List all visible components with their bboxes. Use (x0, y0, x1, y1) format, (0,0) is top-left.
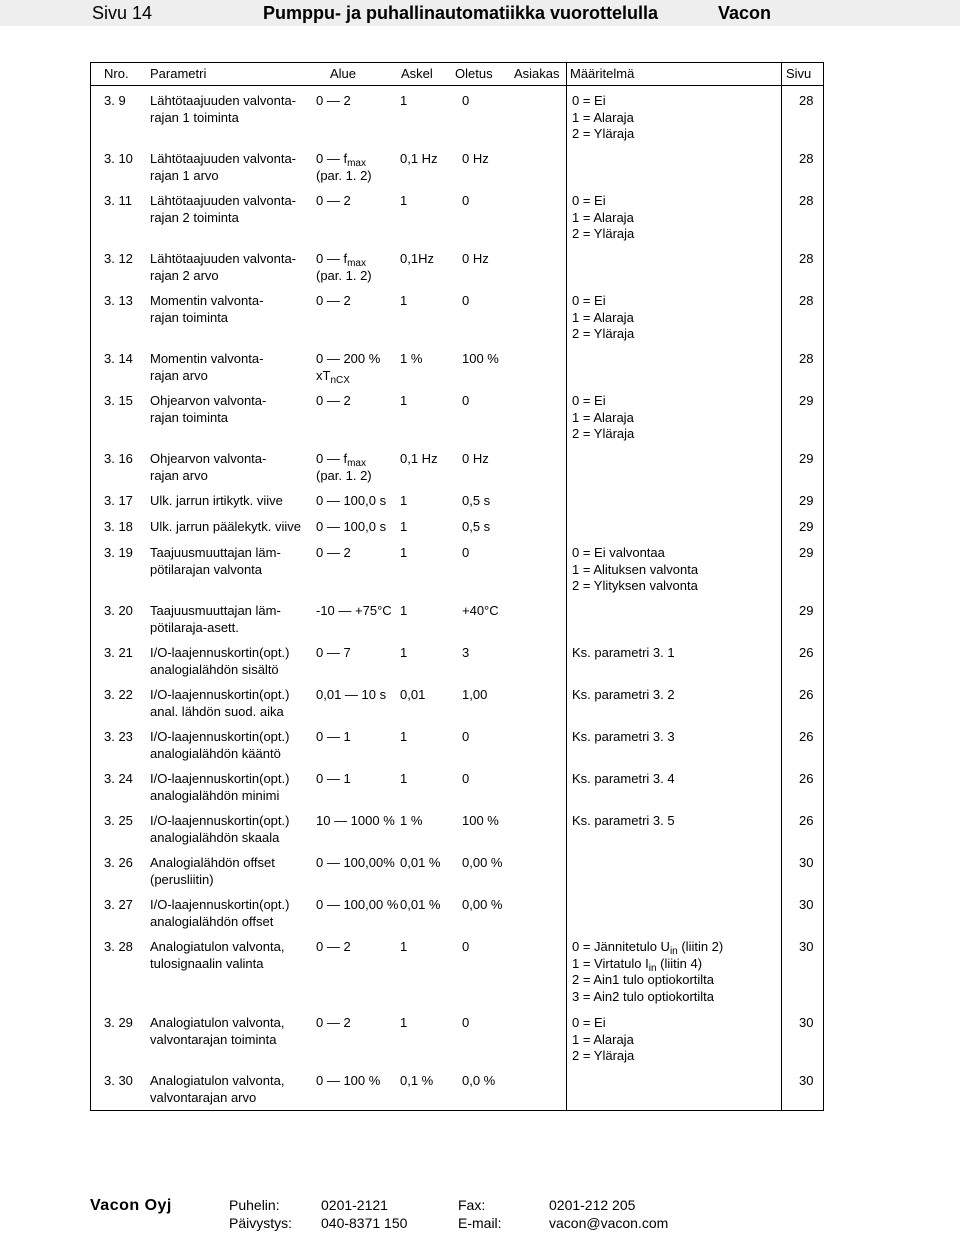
param-number: 3. 12 (104, 251, 133, 266)
param-number: 3. 15 (104, 393, 133, 408)
param-default: 1,00 (462, 687, 488, 702)
param-default: 0 (462, 1015, 470, 1030)
page-number: Sivu 14 (92, 3, 153, 23)
param-range: -10 — +75°C (316, 603, 392, 618)
param-page: 26 (799, 771, 814, 786)
param-name: Taajuusmuuttajan läm- (150, 603, 281, 618)
param-name-cont: anal. lähdön suod. aika (150, 703, 284, 719)
phone-label: Puhelin: (229, 1197, 280, 1213)
param-page: 30 (799, 1015, 814, 1030)
param-name-cont: rajan toiminta (150, 409, 229, 425)
param-name: Analogiatulon valvonta, (150, 1073, 285, 1088)
param-name: Ulk. jarrun irtikytk. viive (150, 493, 283, 508)
param-number: 3. 21 (104, 645, 133, 660)
param-name: I/O-laajennuskortin(opt.) (150, 771, 290, 786)
param-range: 0 — 100,0 s (316, 519, 387, 534)
param-definition: Ks. parametri 3. 1 (572, 645, 675, 660)
param-default: 100 % (462, 813, 499, 828)
duty-label: Päivystys: (229, 1215, 293, 1231)
param-default: 0 Hz (462, 451, 489, 466)
param-name: I/O-laajennuskortin(opt.) (150, 897, 290, 912)
param-default: 0 (462, 939, 470, 954)
param-number: 3. 19 (104, 545, 133, 560)
param-name: Momentin valvonta- (150, 293, 264, 308)
param-page: 30 (799, 897, 814, 912)
param-range-subscript: max (347, 158, 366, 169)
param-page: 30 (799, 855, 814, 870)
param-name-cont: analogialähdön skaala (150, 829, 280, 845)
param-step: 1 (400, 493, 408, 508)
param-definition: Ks. parametri 3. 5 (572, 813, 675, 828)
param-range: 0 — 2 (316, 1015, 351, 1030)
param-range (316, 451, 366, 468)
param-number: 3. 30 (104, 1073, 133, 1088)
param-range: 0 — 2 (316, 939, 351, 954)
param-number: 3. 22 (104, 687, 133, 702)
param-definition-suffix: (liitin 2) (677, 939, 724, 954)
param-page: 26 (799, 813, 814, 828)
param-name-cont: analogialähdön sisältö (150, 661, 279, 677)
param-page: 29 (799, 393, 814, 408)
param-page: 26 (799, 729, 814, 744)
param-range-subscript: max (347, 458, 366, 469)
param-range: 0 — 2 (316, 393, 351, 408)
param-number: 3. 11 (104, 193, 132, 208)
param-page: 28 (799, 193, 814, 208)
param-name-cont: analogialähdön offset (150, 913, 274, 929)
col-header-oletus: Oletus (455, 66, 493, 81)
param-name: Momentin valvonta- (150, 351, 264, 366)
param-range: 0 — 100 % (316, 1073, 381, 1088)
param-page: 29 (799, 519, 814, 534)
duty-number: 040-8371 150 (321, 1215, 408, 1231)
param-step: 0,01 (400, 687, 426, 702)
param-range: 0 — 1 (316, 729, 351, 744)
param-name: I/O-laajennuskortin(opt.) (150, 813, 290, 828)
param-name: Lähtötaajuuden valvonta- (150, 193, 297, 208)
param-definition: 2 = Ain1 tulo optiokortilta (572, 972, 715, 987)
param-name: I/O-laajennuskortin(opt.) (150, 729, 290, 744)
param-range-note: (par. 1. 2) (316, 267, 372, 283)
param-range: 0 — 100,00 % (316, 897, 399, 912)
param-number: 3. 26 (104, 855, 133, 870)
col-header-askel: Askel (401, 66, 433, 81)
param-definition (572, 939, 723, 956)
param-definition-suffix: (liitin 4) (656, 955, 703, 971)
col-header-nro: Nro. (104, 66, 129, 81)
param-range: 0 — 1 (316, 771, 351, 786)
param-step: 1 % (400, 351, 423, 366)
param-step: 1 % (400, 813, 423, 828)
param-number: 3. 27 (104, 897, 133, 912)
param-step: 1 (400, 545, 408, 560)
param-definition: 1 = Alaraja (572, 409, 634, 425)
param-definition: 0 = Ei (572, 293, 606, 308)
param-default: 0 (462, 729, 470, 744)
col-header-alue: Alue (330, 66, 357, 81)
param-definition: Ks. parametri 3. 3 (572, 729, 675, 744)
param-number: 3. 17 (104, 493, 133, 508)
param-definition: 1 = Alaraja (572, 309, 634, 325)
param-definition: 2 = Yläraja (572, 426, 635, 441)
param-name: Analogiatulon valvonta, (150, 939, 285, 954)
param-page: 26 (799, 687, 814, 702)
param-name: Ohjearvon valvonta- (150, 393, 267, 408)
param-number: 3. 16 (104, 451, 133, 466)
param-default: +40°C (462, 603, 499, 618)
param-name-cont: rajan arvo (150, 367, 208, 383)
param-definition: 2 = Yläraja (572, 226, 635, 241)
param-name-cont: rajan 1 arvo (150, 167, 219, 183)
param-name-cont: tulosignaalin valinta (150, 955, 264, 971)
param-definition: 1 = Alaraja (572, 109, 634, 125)
param-range-unit (316, 368, 350, 385)
param-range-note: (par. 1. 2) (316, 467, 372, 483)
param-name-cont: (perusliitin) (150, 871, 214, 887)
param-number: 3. 23 (104, 729, 133, 744)
param-name: Lähtötaajuuden valvonta- (150, 251, 297, 266)
param-step: 1 (400, 603, 408, 618)
param-range-unit-subscript: nCX (330, 374, 350, 386)
param-step: 1 (400, 729, 408, 744)
param-range (316, 251, 366, 268)
param-name-cont: rajan toiminta (150, 309, 229, 325)
param-definition-text: 0 = Jännitetulo U (572, 939, 670, 954)
param-definition-subscript: in (648, 962, 657, 974)
param-range-text: 0 — f (316, 251, 348, 266)
param-page: 30 (799, 1073, 814, 1088)
param-step: 0,1 Hz (400, 151, 438, 166)
param-name: Lähtötaajuuden valvonta- (150, 151, 297, 166)
param-default: 0 (462, 193, 470, 208)
param-default: 0,00 % (462, 897, 503, 912)
param-range: 0 — 7 (316, 645, 351, 660)
email-label: E-mail: (458, 1215, 502, 1231)
param-default: 0,5 s (462, 519, 491, 534)
param-number: 3. 9 (104, 93, 126, 108)
param-step: 0,1Hz (400, 251, 434, 266)
param-range: 10 — 1000 % (316, 813, 395, 828)
param-default: 0,0 % (462, 1073, 496, 1088)
param-number: 3. 28 (104, 939, 133, 954)
param-range: 0 — 2 (316, 93, 351, 108)
param-name: Analogialähdön offset (150, 855, 275, 870)
param-range: 0 — 2 (316, 293, 351, 308)
param-name-cont: pötilarajan valvonta (150, 561, 263, 577)
param-default: 0,5 s (462, 493, 491, 508)
param-page: 29 (799, 451, 814, 466)
col-header-sivu: Sivu (786, 66, 812, 81)
param-name-cont: rajan 2 arvo (150, 267, 219, 283)
param-step: 0,1 % (400, 1073, 434, 1088)
param-definition: Ks. parametri 3. 4 (572, 771, 675, 786)
column-divider (781, 62, 782, 1111)
param-definition: 3 = Ain2 tulo optiokortilta (572, 988, 715, 1004)
param-definition: 2 = Yläraja (572, 1048, 635, 1063)
col-header-maaritelma: Määritelmä (570, 66, 635, 81)
param-definition: 0 = Ei (572, 193, 606, 208)
param-range (316, 151, 366, 168)
param-definition: 0 = Ei (572, 1015, 606, 1030)
param-step: 0,1 Hz (400, 451, 438, 466)
param-number: 3. 20 (104, 603, 133, 618)
param-definition: 1 = Alaraja (572, 209, 634, 225)
param-default: 0 (462, 293, 470, 308)
param-range-note: (par. 1. 2) (316, 167, 372, 183)
param-definition: 2 = Ylityksen valvonta (572, 578, 698, 593)
param-range-text: 0 — f (316, 451, 348, 466)
param-name-cont: pötilaraja-asett. (150, 619, 239, 635)
param-name: Lähtötaajuuden valvonta- (150, 93, 297, 108)
param-name-cont: valvontarajan arvo (150, 1089, 257, 1105)
param-name: I/O-laajennuskortin(opt.) (150, 687, 290, 702)
param-name-cont: analogialähdön minimi (150, 787, 280, 803)
param-default: 0 Hz (462, 251, 489, 266)
param-name: I/O-laajennuskortin(opt.) (150, 645, 290, 660)
param-number: 3. 14 (104, 351, 133, 366)
param-page: 28 (799, 351, 814, 366)
column-divider (566, 62, 567, 1111)
param-definition: Ks. parametri 3. 2 (572, 687, 675, 702)
param-definition: 1 = Alaraja (572, 1031, 634, 1047)
param-name: Analogiatulon valvonta, (150, 1015, 285, 1030)
param-definition-subscript: in (669, 946, 678, 957)
fax-label: Fax: (458, 1197, 486, 1213)
param-definition: 1 = Alituksen valvonta (572, 561, 699, 577)
param-step: 1 (400, 519, 408, 534)
param-page: 26 (799, 645, 814, 660)
param-step: 0,01 % (400, 855, 441, 870)
param-step: 1 (400, 193, 408, 208)
param-page: 29 (799, 493, 814, 508)
param-definition (572, 956, 702, 973)
param-name-cont: valvontarajan toiminta (150, 1031, 277, 1047)
param-range: 0 — 2 (316, 193, 351, 208)
param-default: 0,00 % (462, 855, 503, 870)
param-step: 1 (400, 939, 408, 954)
param-range-text: 0 — f (316, 151, 348, 166)
param-step: 1 (400, 645, 408, 660)
param-name: Ohjearvon valvonta- (150, 451, 267, 466)
param-page: 28 (799, 293, 814, 308)
param-name-cont: rajan 2 toiminta (150, 209, 239, 225)
param-definition-text: 1 = Virtatulo I (572, 955, 649, 971)
param-page: 28 (799, 251, 814, 266)
param-page: 30 (799, 939, 814, 954)
param-default: 0 (462, 93, 470, 108)
fax-number: 0201-212 205 (549, 1197, 636, 1213)
param-definition: 0 = Ei (572, 93, 606, 108)
company-name: Vacon Oyj (90, 1197, 172, 1214)
param-name-cont: analogialähdön kääntö (150, 745, 281, 761)
param-range: 0 — 100,00% (316, 855, 395, 870)
email-address: vacon@vacon.com (549, 1215, 669, 1231)
param-step: 1 (400, 93, 408, 108)
param-definition: 2 = Yläraja (572, 326, 635, 341)
param-step: 1 (400, 293, 408, 308)
param-definition: 2 = Yläraja (572, 126, 635, 141)
param-name-cont: rajan arvo (150, 467, 208, 483)
param-definition: 0 = Ei valvontaa (572, 545, 665, 560)
param-default: 0 (462, 393, 470, 408)
param-number: 3. 24 (104, 771, 133, 786)
param-name: Taajuusmuuttajan läm- (150, 545, 281, 560)
param-name: Ulk. jarrun päälekytk. viive (150, 519, 301, 534)
param-number: 3. 29 (104, 1015, 133, 1030)
param-page: 29 (799, 603, 814, 618)
brand-name: Vacon (718, 3, 772, 23)
param-default: 0 (462, 545, 470, 560)
col-header-asiakas: Asiakas (514, 66, 560, 81)
param-page: 29 (799, 545, 814, 560)
param-default: 100 % (462, 351, 499, 366)
param-number: 3. 10 (104, 151, 133, 166)
param-number: 3. 18 (104, 519, 133, 534)
param-default: 3 (462, 645, 470, 660)
page-header (0, 0, 960, 26)
param-step: 1 (400, 1015, 408, 1030)
param-default: 0 (462, 771, 470, 786)
param-page: 28 (799, 151, 814, 166)
param-range: 0,01 — 10 s (316, 687, 387, 702)
param-step: 0,01 % (400, 897, 441, 912)
param-number: 3. 13 (104, 293, 133, 308)
document-title: Pumppu- ja puhallinautomatiikka vuorottelulla (263, 3, 659, 23)
param-range-unit-text: xT (316, 367, 331, 383)
col-header-parametri: Parametri (150, 66, 207, 81)
param-range: 0 — 200 % (316, 351, 381, 366)
param-range: 0 — 2 (316, 545, 351, 560)
param-range-subscript: max (347, 258, 366, 269)
phone-number: 0201-2121 (321, 1197, 388, 1213)
param-page: 28 (799, 93, 814, 108)
param-name-cont: rajan 1 toiminta (150, 109, 239, 125)
param-step: 1 (400, 771, 408, 786)
param-definition: 0 = Ei (572, 393, 606, 408)
param-step: 1 (400, 393, 408, 408)
param-number: 3. 25 (104, 813, 133, 828)
param-range: 0 — 100,0 s (316, 493, 387, 508)
param-default: 0 Hz (462, 151, 489, 166)
